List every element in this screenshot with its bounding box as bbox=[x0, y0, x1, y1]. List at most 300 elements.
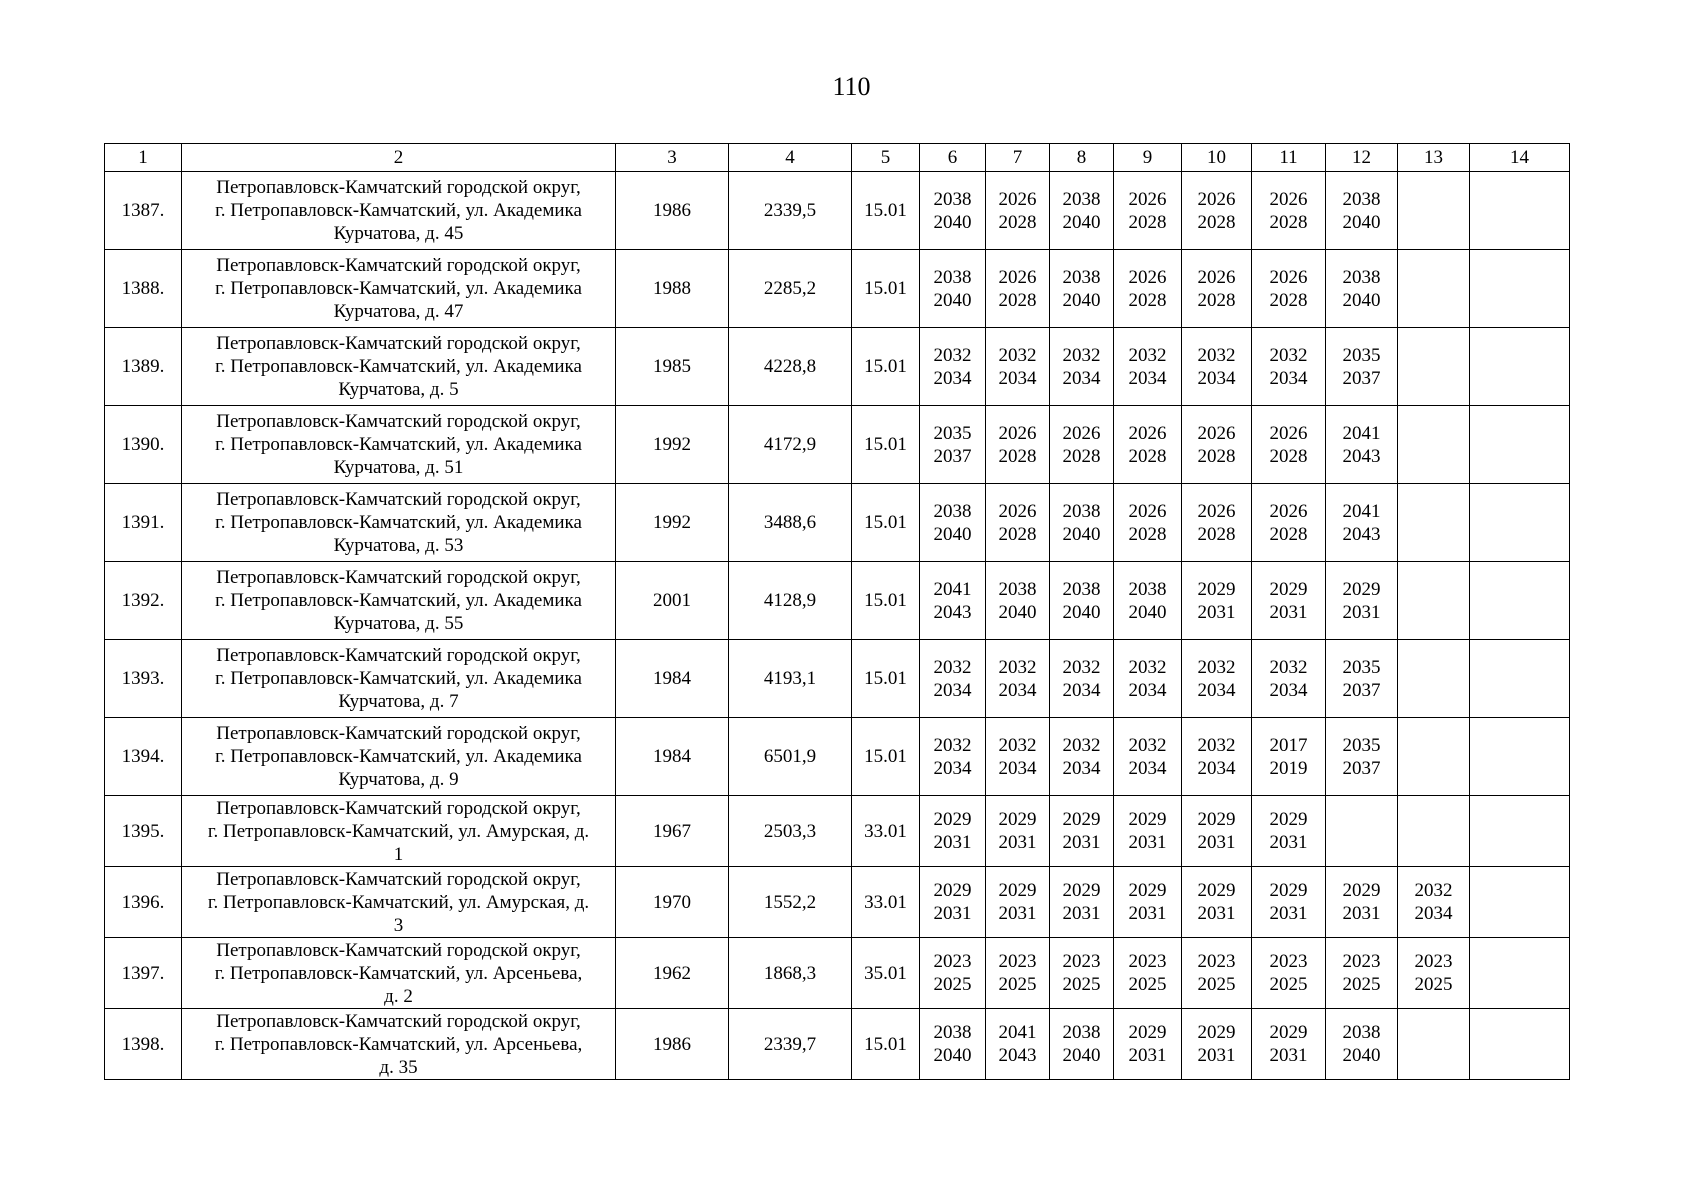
table-row bbox=[105, 250, 1570, 328]
period-end-year: 2037 bbox=[933, 445, 972, 467]
period-cell bbox=[1398, 938, 1470, 1009]
row-number-cell: 1387. bbox=[105, 172, 182, 250]
address-line: г. Петропавловск-Камчатский, ул. Амурская, д. bbox=[207, 820, 590, 842]
period-end-year: 2034 bbox=[998, 367, 1037, 389]
period-start-year: 2032 bbox=[1128, 656, 1167, 678]
address-line: Петропавловск-Камчатский городской округ, bbox=[216, 797, 581, 819]
column-header: 3 bbox=[616, 144, 729, 172]
period-end-year: 2040 bbox=[1128, 601, 1167, 623]
period-start-year: 2032 bbox=[1128, 344, 1167, 366]
row-number-cell: 1388. bbox=[105, 250, 182, 328]
address-line: г. Петропавловск-Камчатский, ул. Амурская, д. bbox=[207, 891, 590, 913]
code-cell: 15.01 bbox=[852, 484, 920, 562]
period-cell bbox=[1470, 867, 1570, 938]
period-cell bbox=[1252, 640, 1326, 718]
period-start-year: 2023 bbox=[998, 951, 1037, 972]
period-start-year: 2026 bbox=[1197, 500, 1236, 522]
period-start-year: 2029 bbox=[1197, 880, 1236, 901]
address-line: г. Петропавловск-Камчатский, ул. Академика bbox=[215, 668, 582, 689]
period-start-year: 2023 bbox=[1414, 951, 1453, 972]
period-end-year: 2040 bbox=[998, 601, 1037, 623]
period-end-year: 2037 bbox=[1342, 679, 1381, 701]
column-header: 2 bbox=[182, 144, 616, 172]
code-cell: 15.01 bbox=[852, 718, 920, 796]
period-cell bbox=[1050, 172, 1114, 250]
page-number: 110 bbox=[832, 72, 871, 101]
period-cell bbox=[1050, 938, 1114, 1009]
period-start-year: 2032 bbox=[1197, 734, 1236, 756]
address-line: г. Петропавловск-Камчатский, ул. Академика bbox=[215, 434, 582, 455]
period-start-year: 2029 bbox=[998, 880, 1037, 901]
column-header: 13 bbox=[1398, 144, 1470, 172]
period-start-year: 2029 bbox=[1197, 809, 1236, 830]
period-cell bbox=[1050, 796, 1114, 867]
address-cell bbox=[182, 867, 616, 938]
period-end-year: 2028 bbox=[1269, 289, 1308, 311]
period-cell bbox=[986, 867, 1050, 938]
period-end-year: 2031 bbox=[998, 903, 1037, 924]
area-cell: 4128,9 bbox=[729, 562, 852, 640]
address-line: Курчатова, д. 45 bbox=[333, 223, 464, 244]
address-cell bbox=[182, 640, 616, 718]
build-year-cell: 1986 bbox=[616, 1009, 729, 1080]
period-cell bbox=[1326, 172, 1398, 250]
build-year-cell: 1992 bbox=[616, 484, 729, 562]
period-end-year: 2040 bbox=[1062, 523, 1101, 545]
period-cell bbox=[1050, 562, 1114, 640]
build-year-cell: 2001 bbox=[616, 562, 729, 640]
period-cell bbox=[1050, 718, 1114, 796]
period-cell bbox=[920, 640, 986, 718]
period-cell bbox=[1470, 640, 1570, 718]
period-start-year: 2026 bbox=[1269, 266, 1308, 288]
address-cell bbox=[182, 718, 616, 796]
period-end-year: 2025 bbox=[1269, 974, 1308, 995]
address-line: Курчатова, д. 51 bbox=[333, 457, 464, 478]
period-cell bbox=[1326, 640, 1398, 718]
period-cell bbox=[1252, 796, 1326, 867]
column-header: 7 bbox=[986, 144, 1050, 172]
area-cell: 1868,3 bbox=[729, 938, 852, 1009]
column-header: 12 bbox=[1326, 144, 1398, 172]
address-line: г. Петропавловск-Камчатский, ул. Арсеньева, bbox=[214, 962, 583, 984]
period-cell bbox=[1050, 484, 1114, 562]
period-cell bbox=[1182, 796, 1252, 867]
row-number-cell: 1394. bbox=[105, 718, 182, 796]
period-start-year: 2038 bbox=[1342, 1022, 1381, 1043]
address-line: Курчатова, д. 5 bbox=[338, 379, 459, 400]
period-start-year: 2032 bbox=[1269, 656, 1308, 678]
period-start-year: 2029 bbox=[1197, 1022, 1236, 1043]
period-end-year: 2034 bbox=[1128, 679, 1167, 701]
period-cell bbox=[1326, 328, 1398, 406]
area-cell: 6501,9 bbox=[729, 718, 852, 796]
period-start-year: 2032 bbox=[1062, 656, 1101, 678]
period-start-year: 2026 bbox=[998, 422, 1037, 444]
address-line: д. 35 bbox=[379, 1056, 418, 1078]
period-cell bbox=[986, 718, 1050, 796]
period-start-year: 2017 bbox=[1269, 734, 1308, 756]
period-cell bbox=[1326, 1009, 1398, 1080]
period-end-year: 2031 bbox=[1269, 601, 1308, 623]
period-start-year: 2032 bbox=[1062, 734, 1101, 756]
address-line: г. Петропавловск-Камчатский, ул. Академика bbox=[215, 512, 582, 533]
period-cell bbox=[986, 250, 1050, 328]
period-end-year: 2043 bbox=[998, 1045, 1037, 1066]
period-cell bbox=[1050, 250, 1114, 328]
period-end-year: 2034 bbox=[1128, 367, 1167, 389]
period-cell bbox=[920, 562, 986, 640]
period-end-year: 2043 bbox=[1342, 445, 1381, 467]
area-cell: 4228,8 bbox=[729, 328, 852, 406]
period-cell bbox=[1182, 484, 1252, 562]
period-start-year: 2032 bbox=[933, 734, 972, 756]
period-cell bbox=[1398, 172, 1470, 250]
area-cell: 2339,5 bbox=[729, 172, 852, 250]
period-end-year: 2028 bbox=[1062, 445, 1101, 467]
period-cell bbox=[1114, 640, 1182, 718]
period-cell bbox=[920, 796, 986, 867]
column-header: 9 bbox=[1114, 144, 1182, 172]
period-cell bbox=[1114, 938, 1182, 1009]
period-start-year: 2023 bbox=[1128, 951, 1167, 972]
period-start-year: 2026 bbox=[998, 266, 1037, 288]
period-cell bbox=[1050, 867, 1114, 938]
period-end-year: 2031 bbox=[1128, 1045, 1167, 1066]
table-row bbox=[105, 172, 1570, 250]
period-end-year: 2028 bbox=[998, 211, 1037, 233]
period-start-year: 2032 bbox=[933, 344, 972, 366]
address-line: г. Петропавловск-Камчатский, ул. Академика bbox=[215, 356, 582, 377]
period-end-year: 2034 bbox=[933, 679, 972, 701]
period-end-year: 2025 bbox=[1342, 974, 1381, 995]
build-year-cell: 1970 bbox=[616, 867, 729, 938]
period-start-year: 2032 bbox=[1269, 344, 1308, 366]
period-end-year: 2040 bbox=[1342, 1045, 1381, 1066]
period-cell bbox=[1326, 484, 1398, 562]
period-cell bbox=[1182, 250, 1252, 328]
column-header: 4 bbox=[729, 144, 852, 172]
build-year-cell: 1986 bbox=[616, 172, 729, 250]
address-line: 1 bbox=[393, 843, 404, 865]
period-end-year: 2034 bbox=[1269, 367, 1308, 389]
period-cell bbox=[1326, 718, 1398, 796]
period-cell bbox=[986, 1009, 1050, 1080]
period-end-year: 2034 bbox=[1414, 903, 1453, 924]
code-cell: 15.01 bbox=[852, 1009, 920, 1080]
period-start-year: 2029 bbox=[933, 880, 972, 901]
period-end-year: 2034 bbox=[998, 679, 1037, 701]
address-line: Петропавловск-Камчатский городской округ, bbox=[216, 567, 581, 588]
period-cell bbox=[986, 484, 1050, 562]
period-start-year: 2041 bbox=[933, 578, 972, 600]
period-cell bbox=[1470, 1009, 1570, 1080]
period-cell bbox=[920, 484, 986, 562]
period-cell bbox=[1252, 867, 1326, 938]
period-cell bbox=[1398, 406, 1470, 484]
period-end-year: 2031 bbox=[1197, 1045, 1236, 1066]
period-start-year: 2032 bbox=[1197, 344, 1236, 366]
period-cell bbox=[1326, 562, 1398, 640]
period-end-year: 2028 bbox=[1197, 211, 1236, 233]
area-cell: 3488,6 bbox=[729, 484, 852, 562]
period-start-year: 2038 bbox=[1342, 188, 1381, 210]
period-start-year: 2026 bbox=[998, 500, 1037, 522]
period-end-year: 2031 bbox=[1197, 903, 1236, 924]
period-end-year: 2034 bbox=[1197, 367, 1236, 389]
period-end-year: 2028 bbox=[1128, 211, 1167, 233]
period-start-year: 2038 bbox=[933, 500, 972, 522]
period-cell bbox=[1398, 484, 1470, 562]
header-row bbox=[105, 144, 1570, 172]
period-cell bbox=[1050, 1009, 1114, 1080]
period-cell bbox=[1470, 796, 1570, 867]
code-cell: 15.01 bbox=[852, 250, 920, 328]
address-line: г. Петропавловск-Камчатский, ул. Академика bbox=[215, 200, 582, 221]
period-end-year: 2031 bbox=[1128, 832, 1167, 853]
period-end-year: 2034 bbox=[933, 757, 972, 779]
period-cell bbox=[1182, 172, 1252, 250]
period-end-year: 2031 bbox=[1342, 903, 1381, 924]
period-end-year: 2025 bbox=[1128, 974, 1167, 995]
period-start-year: 2035 bbox=[933, 422, 972, 444]
address-line: Петропавловск-Камчатский городской округ, bbox=[216, 868, 581, 890]
period-cell bbox=[1114, 718, 1182, 796]
period-start-year: 2038 bbox=[933, 266, 972, 288]
period-start-year: 2026 bbox=[1197, 422, 1236, 444]
period-cell bbox=[1182, 718, 1252, 796]
period-end-year: 2040 bbox=[933, 1045, 972, 1066]
period-cell bbox=[1470, 718, 1570, 796]
period-start-year: 2032 bbox=[933, 656, 972, 678]
area-cell: 2339,7 bbox=[729, 1009, 852, 1080]
period-cell bbox=[1398, 718, 1470, 796]
table-row bbox=[105, 406, 1570, 484]
period-start-year: 2029 bbox=[1269, 880, 1308, 901]
period-cell bbox=[1252, 938, 1326, 1009]
period-end-year: 2034 bbox=[1197, 757, 1236, 779]
period-cell bbox=[1470, 172, 1570, 250]
period-end-year: 2028 bbox=[1269, 211, 1308, 233]
address-line: Петропавловск-Камчатский городской округ, bbox=[216, 333, 581, 354]
period-cell bbox=[1326, 867, 1398, 938]
period-start-year: 2038 bbox=[1062, 1022, 1101, 1043]
code-cell: 15.01 bbox=[852, 640, 920, 718]
area-cell: 1552,2 bbox=[729, 867, 852, 938]
period-start-year: 2023 bbox=[1062, 951, 1101, 972]
build-year-cell: 1988 bbox=[616, 250, 729, 328]
period-start-year: 2041 bbox=[998, 1022, 1037, 1043]
period-start-year: 2029 bbox=[933, 809, 972, 830]
period-start-year: 2026 bbox=[1128, 500, 1167, 522]
period-end-year: 2031 bbox=[933, 903, 972, 924]
address-line: г. Петропавловск-Камчатский, ул. Арсеньева, bbox=[214, 1033, 583, 1055]
period-start-year: 2026 bbox=[1197, 266, 1236, 288]
row-number-cell: 1395. bbox=[105, 796, 182, 867]
row-number-cell: 1391. bbox=[105, 484, 182, 562]
period-cell bbox=[1050, 406, 1114, 484]
period-cell bbox=[1182, 1009, 1252, 1080]
address-line: Курчатова, д. 55 bbox=[333, 613, 464, 634]
build-year-cell: 1992 bbox=[616, 406, 729, 484]
address-line: Петропавловск-Камчатский городской округ, bbox=[216, 939, 581, 961]
period-end-year: 2028 bbox=[1269, 523, 1308, 545]
period-cell bbox=[1398, 640, 1470, 718]
period-cell bbox=[1398, 562, 1470, 640]
period-cell bbox=[1398, 250, 1470, 328]
period-end-year: 2040 bbox=[1342, 289, 1381, 311]
period-start-year: 2026 bbox=[1269, 500, 1308, 522]
period-end-year: 2040 bbox=[1342, 211, 1381, 233]
column-header: 5 bbox=[852, 144, 920, 172]
period-cell bbox=[1470, 484, 1570, 562]
column-header: 14 bbox=[1470, 144, 1570, 172]
period-end-year: 2034 bbox=[1269, 679, 1308, 701]
period-start-year: 2035 bbox=[1342, 734, 1381, 756]
period-end-year: 2028 bbox=[1128, 445, 1167, 467]
address-cell bbox=[182, 328, 616, 406]
table-row bbox=[105, 328, 1570, 406]
period-cell bbox=[1182, 328, 1252, 406]
code-cell: 35.01 bbox=[852, 938, 920, 1009]
period-end-year: 2028 bbox=[1197, 289, 1236, 311]
code-cell: 15.01 bbox=[852, 172, 920, 250]
period-start-year: 2026 bbox=[1128, 188, 1167, 210]
column-header: 10 bbox=[1182, 144, 1252, 172]
column-header: 11 bbox=[1252, 144, 1326, 172]
period-cell bbox=[1252, 172, 1326, 250]
period-cell bbox=[1114, 1009, 1182, 1080]
period-end-year: 2034 bbox=[998, 757, 1037, 779]
period-cell bbox=[920, 718, 986, 796]
period-end-year: 2025 bbox=[1062, 974, 1101, 995]
period-end-year: 2031 bbox=[1197, 601, 1236, 623]
period-end-year: 2031 bbox=[998, 832, 1037, 853]
period-start-year: 2029 bbox=[1269, 809, 1308, 830]
period-end-year: 2028 bbox=[1128, 523, 1167, 545]
period-end-year: 2043 bbox=[1342, 523, 1381, 545]
period-end-year: 2031 bbox=[1062, 832, 1101, 853]
address-cell bbox=[182, 1009, 616, 1080]
column-header: 8 bbox=[1050, 144, 1114, 172]
period-start-year: 2038 bbox=[1062, 266, 1101, 288]
period-end-year: 2028 bbox=[998, 445, 1037, 467]
period-cell bbox=[1114, 406, 1182, 484]
address-line: г. Петропавловск-Камчатский, ул. Академика bbox=[215, 590, 582, 611]
period-end-year: 2031 bbox=[1269, 832, 1308, 853]
period-start-year: 2032 bbox=[1062, 344, 1101, 366]
period-cell bbox=[1114, 484, 1182, 562]
period-cell bbox=[1470, 562, 1570, 640]
period-cell bbox=[1470, 406, 1570, 484]
address-cell bbox=[182, 562, 616, 640]
period-end-year: 2025 bbox=[1197, 974, 1236, 995]
period-end-year: 2040 bbox=[1062, 211, 1101, 233]
period-end-year: 2031 bbox=[1342, 601, 1381, 623]
period-cell bbox=[920, 938, 986, 1009]
period-start-year: 2029 bbox=[1128, 809, 1167, 830]
period-end-year: 2028 bbox=[1197, 523, 1236, 545]
period-end-year: 2040 bbox=[1062, 1045, 1101, 1066]
period-end-year: 2028 bbox=[1128, 289, 1167, 311]
period-cell bbox=[920, 406, 986, 484]
period-end-year: 2040 bbox=[933, 211, 972, 233]
period-start-year: 2026 bbox=[1062, 422, 1101, 444]
period-start-year: 2029 bbox=[1062, 880, 1101, 901]
build-year-cell: 1967 bbox=[616, 796, 729, 867]
period-cell bbox=[1252, 250, 1326, 328]
period-end-year: 2028 bbox=[998, 289, 1037, 311]
period-cell bbox=[1252, 484, 1326, 562]
period-cell bbox=[1398, 796, 1470, 867]
build-year-cell: 1984 bbox=[616, 718, 729, 796]
period-cell bbox=[1114, 250, 1182, 328]
period-cell bbox=[1050, 640, 1114, 718]
period-end-year: 2034 bbox=[1197, 679, 1236, 701]
address-line: Петропавловск-Камчатский городской округ, bbox=[216, 645, 581, 666]
period-cell bbox=[1182, 938, 1252, 1009]
period-start-year: 2026 bbox=[1269, 188, 1308, 210]
period-start-year: 2032 bbox=[1197, 656, 1236, 678]
table-row bbox=[105, 796, 1570, 867]
area-cell: 2503,3 bbox=[729, 796, 852, 867]
address-line: Петропавловск-Камчатский городской округ, bbox=[216, 489, 581, 510]
period-end-year: 2031 bbox=[1269, 1045, 1308, 1066]
period-cell bbox=[920, 1009, 986, 1080]
period-end-year: 2040 bbox=[933, 289, 972, 311]
period-start-year: 2026 bbox=[1197, 188, 1236, 210]
period-cell bbox=[1326, 938, 1398, 1009]
period-cell bbox=[1398, 1009, 1470, 1080]
period-cell bbox=[1326, 796, 1398, 867]
period-start-year: 2035 bbox=[1342, 344, 1381, 366]
table-row bbox=[105, 938, 1570, 1009]
period-end-year: 2034 bbox=[1128, 757, 1167, 779]
column-header: 1 bbox=[105, 144, 182, 172]
table-body bbox=[105, 172, 1570, 1080]
address-line: Курчатова, д. 9 bbox=[338, 769, 459, 790]
period-start-year: 2029 bbox=[1342, 880, 1381, 901]
address-cell bbox=[182, 484, 616, 562]
period-start-year: 2029 bbox=[1128, 880, 1167, 901]
row-number-cell: 1390. bbox=[105, 406, 182, 484]
table-row bbox=[105, 562, 1570, 640]
table-row bbox=[105, 1009, 1570, 1080]
address-line: Петропавловск-Камчатский городской округ, bbox=[216, 1010, 581, 1032]
period-cell bbox=[1182, 406, 1252, 484]
address-line: д. 2 bbox=[384, 985, 413, 1007]
table-row bbox=[105, 484, 1570, 562]
period-start-year: 2032 bbox=[1128, 734, 1167, 756]
table-row bbox=[105, 718, 1570, 796]
period-cell bbox=[986, 406, 1050, 484]
period-end-year: 2037 bbox=[1342, 757, 1381, 779]
period-cell bbox=[1252, 718, 1326, 796]
address-line: Курчатова, д. 7 bbox=[338, 691, 459, 712]
period-end-year: 2028 bbox=[1197, 445, 1236, 467]
period-cell bbox=[920, 250, 986, 328]
period-cell bbox=[986, 640, 1050, 718]
period-start-year: 2029 bbox=[1342, 578, 1381, 600]
period-end-year: 2031 bbox=[933, 832, 972, 853]
period-cell bbox=[920, 172, 986, 250]
period-cell bbox=[1326, 406, 1398, 484]
period-end-year: 2019 bbox=[1269, 757, 1308, 779]
code-cell: 15.01 bbox=[852, 328, 920, 406]
period-start-year: 2023 bbox=[933, 951, 972, 972]
address-cell bbox=[182, 172, 616, 250]
period-start-year: 2038 bbox=[1342, 266, 1381, 288]
